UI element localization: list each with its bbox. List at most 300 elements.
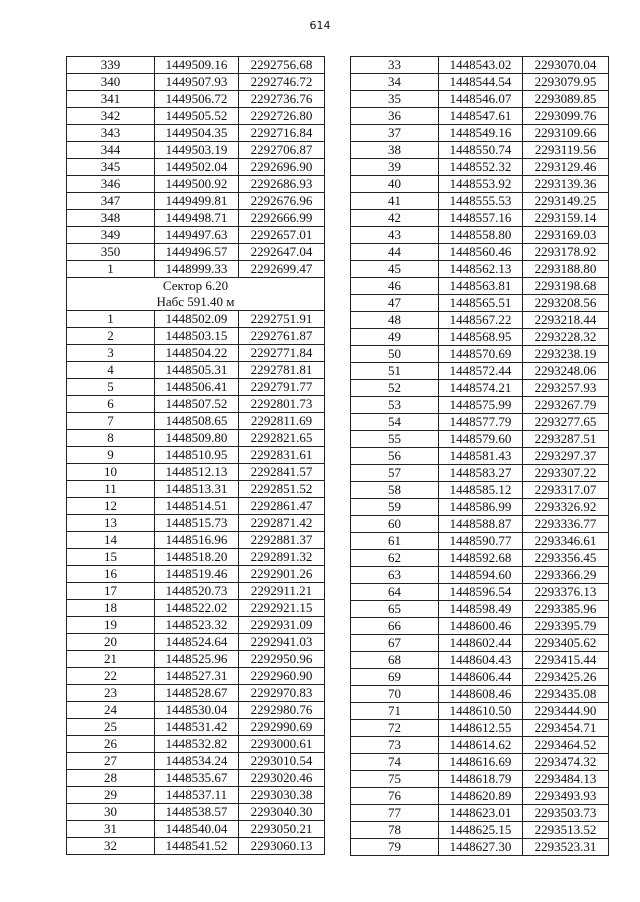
table-row [67,176,325,193]
y-coordinate-cell: 2293493.93 [523,788,609,805]
x-coordinate-cell: 1449497.63 [155,227,239,244]
table-row [67,108,325,125]
table-row [351,91,609,108]
point-number-cell: 38 [351,142,439,159]
coordinates-table-left [66,56,325,855]
table-row [67,787,325,804]
x-coordinate-cell: 1448522.02 [155,600,239,617]
table-row [351,822,609,839]
table-row [351,57,609,74]
y-coordinate-cell: 2293010.54 [239,753,325,770]
point-number-cell: 11 [67,481,155,498]
x-coordinate-cell: 1448616.69 [439,754,523,771]
y-coordinate-cell: 2292970.83 [239,685,325,702]
point-number-cell: 72 [351,720,439,737]
y-coordinate-cell: 2293405.62 [523,635,609,652]
x-coordinate-cell: 1448543.02 [439,57,523,74]
point-number-cell: 61 [351,533,439,550]
x-coordinate-cell: 1448574.21 [439,380,523,397]
x-coordinate-cell: 1448623.01 [439,805,523,822]
table-row [67,362,325,379]
x-coordinate-cell: 1448523.32 [155,617,239,634]
x-coordinate-cell: 1449499.81 [155,193,239,210]
point-number-cell: 21 [67,651,155,668]
x-coordinate-cell: 1449505.52 [155,108,239,125]
x-coordinate-cell: 1448577.79 [439,414,523,431]
point-number-cell: 70 [351,686,439,703]
table-row [351,567,609,584]
x-coordinate-cell: 1448520.73 [155,583,239,600]
x-coordinate-cell: 1449509.16 [155,57,239,74]
x-coordinate-cell: 1448627.30 [439,839,523,856]
point-number-cell: 78 [351,822,439,839]
table-row [67,515,325,532]
point-number-cell: 27 [67,753,155,770]
y-coordinate-cell: 2293356.45 [523,550,609,567]
y-coordinate-cell: 2292901.26 [239,566,325,583]
x-coordinate-cell: 1448618.79 [439,771,523,788]
table-row [67,634,325,651]
point-number-cell: 339 [67,57,155,74]
table-row [67,685,325,702]
y-coordinate-cell: 2292756.68 [239,57,325,74]
point-number-cell: 48 [351,312,439,329]
point-number-cell: 58 [351,482,439,499]
y-coordinate-cell: 2292921.15 [239,600,325,617]
x-coordinate-cell: 1448562.13 [439,261,523,278]
sector-header-row [67,278,325,311]
x-coordinate-cell: 1448606.44 [439,669,523,686]
x-coordinate-cell: 1449506.72 [155,91,239,108]
point-number-cell: 4 [67,362,155,379]
table-row [351,550,609,567]
x-coordinate-cell: 1448572.44 [439,363,523,380]
point-number-cell: 14 [67,532,155,549]
y-coordinate-cell: 2293415.44 [523,652,609,669]
x-coordinate-cell: 1448625.15 [439,822,523,839]
point-number-cell: 79 [351,839,439,856]
table-row [67,142,325,159]
x-coordinate-cell: 1448999.33 [155,261,239,278]
y-coordinate-cell: 2293307.22 [523,465,609,482]
y-coordinate-cell: 2293503.73 [523,805,609,822]
y-coordinate-cell: 2293070.04 [523,57,609,74]
table-row [351,533,609,550]
table-row [67,821,325,838]
table-row [67,193,325,210]
table-row [67,57,325,74]
table-row [351,397,609,414]
y-coordinate-cell: 2293435.08 [523,686,609,703]
y-coordinate-cell: 2293346.61 [523,533,609,550]
y-coordinate-cell: 2293395.79 [523,618,609,635]
y-coordinate-cell: 2292771.84 [239,345,325,362]
table-row [67,311,325,328]
y-coordinate-cell: 2292950.96 [239,651,325,668]
point-number-cell: 30 [67,804,155,821]
point-number-cell: 49 [351,329,439,346]
table-row [67,617,325,634]
y-coordinate-cell: 2292647.04 [239,244,325,261]
x-coordinate-cell: 1448610.50 [439,703,523,720]
x-coordinate-cell: 1448550.74 [439,142,523,159]
x-coordinate-cell: 1448568.95 [439,329,523,346]
y-coordinate-cell: 2292831.61 [239,447,325,464]
table-row [67,74,325,91]
point-number-cell: 7 [67,413,155,430]
x-coordinate-cell: 1449498.71 [155,210,239,227]
y-coordinate-cell: 2293366.29 [523,567,609,584]
x-coordinate-cell: 1448553.92 [439,176,523,193]
y-coordinate-cell: 2292791.77 [239,379,325,396]
table-row [351,618,609,635]
point-number-cell: 67 [351,635,439,652]
x-coordinate-cell: 1449496.57 [155,244,239,261]
y-coordinate-cell: 2293317.07 [523,482,609,499]
table-row [67,583,325,600]
y-coordinate-cell: 2293267.79 [523,397,609,414]
x-coordinate-cell: 1448507.52 [155,396,239,413]
y-coordinate-cell: 2292851.52 [239,481,325,498]
point-number-cell: 32 [67,838,155,855]
table-row [351,465,609,482]
y-coordinate-cell: 2292911.21 [239,583,325,600]
y-coordinate-cell: 2293129.46 [523,159,609,176]
point-number-cell: 69 [351,669,439,686]
x-coordinate-cell: 1448525.96 [155,651,239,668]
table-row [67,91,325,108]
x-coordinate-cell: 1448531.42 [155,719,239,736]
table-row [351,703,609,720]
table-row [351,754,609,771]
y-coordinate-cell: 2293149.25 [523,193,609,210]
point-number-cell: 8 [67,430,155,447]
table-row [67,702,325,719]
x-coordinate-cell: 1448535.67 [155,770,239,787]
y-coordinate-cell: 2293178.92 [523,244,609,261]
point-number-cell: 55 [351,431,439,448]
table-row [351,278,609,295]
point-number-cell: 341 [67,91,155,108]
table-row [351,380,609,397]
y-coordinate-cell: 2292686.93 [239,176,325,193]
y-coordinate-cell: 2292657.01 [239,227,325,244]
point-number-cell: 68 [351,652,439,669]
table-row [351,176,609,193]
y-coordinate-cell: 2292801.73 [239,396,325,413]
y-coordinate-cell: 2292676.96 [239,193,325,210]
table-row [351,312,609,329]
point-number-cell: 345 [67,159,155,176]
y-coordinate-cell: 2292931.09 [239,617,325,634]
table-row [67,464,325,481]
point-number-cell: 26 [67,736,155,753]
point-number-cell: 42 [351,210,439,227]
point-number-cell: 28 [67,770,155,787]
y-coordinate-cell: 2292716.84 [239,125,325,142]
table-row [351,159,609,176]
table-row [351,448,609,465]
y-coordinate-cell: 2293079.95 [523,74,609,91]
y-coordinate-cell: 2292891.32 [239,549,325,566]
x-coordinate-cell: 1448524.64 [155,634,239,651]
table-row [351,788,609,805]
x-coordinate-cell: 1448555.53 [439,193,523,210]
point-number-cell: 2 [67,328,155,345]
table-row [67,838,325,855]
point-number-cell: 66 [351,618,439,635]
table-row [351,805,609,822]
x-coordinate-cell: 1448549.16 [439,125,523,142]
sector-distance: Набс 591.40 м [156,294,235,309]
point-number-cell: 46 [351,278,439,295]
x-coordinate-cell: 1448558.80 [439,227,523,244]
point-number-cell: 76 [351,788,439,805]
x-coordinate-cell: 1449500.92 [155,176,239,193]
table-row [67,125,325,142]
x-coordinate-cell: 1448563.81 [439,278,523,295]
x-coordinate-cell: 1448506.41 [155,379,239,396]
point-number-cell: 54 [351,414,439,431]
y-coordinate-cell: 2292751.91 [239,311,325,328]
y-coordinate-cell: 2293464.52 [523,737,609,754]
table-row [351,125,609,142]
table-row [67,227,325,244]
y-coordinate-cell: 2292696.90 [239,159,325,176]
x-coordinate-cell: 1448512.13 [155,464,239,481]
point-number-cell: 60 [351,516,439,533]
y-coordinate-cell: 2292941.03 [239,634,325,651]
x-coordinate-cell: 1448575.99 [439,397,523,414]
table-row [67,736,325,753]
table-row [67,396,325,413]
x-coordinate-cell: 1448596.54 [439,584,523,601]
point-number-cell: 15 [67,549,155,566]
table-row [67,244,325,261]
table-row [67,413,325,430]
y-coordinate-cell: 2293484.13 [523,771,609,788]
table-row [67,651,325,668]
table-row [351,771,609,788]
sector-header-cell [67,278,325,311]
y-coordinate-cell: 2293376.13 [523,584,609,601]
table-row [351,431,609,448]
x-coordinate-cell: 1448546.07 [439,91,523,108]
point-number-cell: 29 [67,787,155,804]
table-row [351,142,609,159]
point-number-cell: 22 [67,668,155,685]
point-number-cell: 56 [351,448,439,465]
y-coordinate-cell: 2293257.93 [523,380,609,397]
x-coordinate-cell: 1448614.62 [439,737,523,754]
table-row [351,227,609,244]
y-coordinate-cell: 2293297.37 [523,448,609,465]
table-row [67,549,325,566]
table-row [351,108,609,125]
table-row [351,669,609,686]
x-coordinate-cell: 1448579.60 [439,431,523,448]
point-number-cell: 349 [67,227,155,244]
y-coordinate-cell: 2292980.76 [239,702,325,719]
point-number-cell: 36 [351,108,439,125]
y-coordinate-cell: 2293208.56 [523,295,609,312]
table-row [67,770,325,787]
x-coordinate-cell: 1448509.80 [155,430,239,447]
x-coordinate-cell: 1448503.15 [155,328,239,345]
table-row [351,244,609,261]
table-row [351,737,609,754]
point-number-cell: 71 [351,703,439,720]
point-number-cell: 51 [351,363,439,380]
table-row [67,481,325,498]
point-number-cell: 64 [351,584,439,601]
x-coordinate-cell: 1448585.12 [439,482,523,499]
table-row [67,719,325,736]
y-coordinate-cell: 2293089.85 [523,91,609,108]
x-coordinate-cell: 1448516.96 [155,532,239,549]
y-coordinate-cell: 2293099.76 [523,108,609,125]
y-coordinate-cell: 2293159.14 [523,210,609,227]
table-row [351,74,609,91]
x-coordinate-cell: 1448518.20 [155,549,239,566]
table-row [351,584,609,601]
table-row [67,379,325,396]
x-coordinate-cell: 1449504.35 [155,125,239,142]
point-number-cell: 343 [67,125,155,142]
point-number-cell: 348 [67,210,155,227]
point-number-cell: 10 [67,464,155,481]
x-coordinate-cell: 1448581.43 [439,448,523,465]
point-number-cell: 77 [351,805,439,822]
table-row [67,600,325,617]
point-number-cell: 347 [67,193,155,210]
x-coordinate-cell: 1448590.77 [439,533,523,550]
x-coordinate-cell: 1448504.22 [155,345,239,362]
point-number-cell: 75 [351,771,439,788]
x-coordinate-cell: 1449502.04 [155,159,239,176]
y-coordinate-cell: 2292699.47 [239,261,325,278]
x-coordinate-cell: 1448608.46 [439,686,523,703]
y-coordinate-cell: 2293169.03 [523,227,609,244]
y-coordinate-cell: 2292821.65 [239,430,325,447]
y-coordinate-cell: 2293326.92 [523,499,609,516]
x-coordinate-cell: 1448544.54 [439,74,523,91]
x-coordinate-cell: 1448537.11 [155,787,239,804]
y-coordinate-cell: 2293030.38 [239,787,325,804]
x-coordinate-cell: 1448528.67 [155,685,239,702]
point-number-cell: 63 [351,567,439,584]
y-coordinate-cell: 2293060.13 [239,838,325,855]
table-row [67,261,325,278]
y-coordinate-cell: 2292726.80 [239,108,325,125]
x-coordinate-cell: 1448505.31 [155,362,239,379]
point-number-cell: 35 [351,91,439,108]
x-coordinate-cell: 1448560.46 [439,244,523,261]
y-coordinate-cell: 2293050.21 [239,821,325,838]
y-coordinate-cell: 2292706.87 [239,142,325,159]
table-row [351,686,609,703]
x-coordinate-cell: 1448612.55 [439,720,523,737]
y-coordinate-cell: 2293188.80 [523,261,609,278]
y-coordinate-cell: 2292736.76 [239,91,325,108]
x-coordinate-cell: 1448534.24 [155,753,239,770]
y-coordinate-cell: 2293139.36 [523,176,609,193]
point-number-cell: 62 [351,550,439,567]
x-coordinate-cell: 1449503.19 [155,142,239,159]
y-coordinate-cell: 2293336.77 [523,516,609,533]
y-coordinate-cell: 2292811.69 [239,413,325,430]
x-coordinate-cell: 1448530.04 [155,702,239,719]
point-number-cell: 342 [67,108,155,125]
x-coordinate-cell: 1448527.31 [155,668,239,685]
x-coordinate-cell: 1448583.27 [439,465,523,482]
table-row [351,193,609,210]
x-coordinate-cell: 1448567.22 [439,312,523,329]
table-row [67,668,325,685]
x-coordinate-cell: 1448602.44 [439,635,523,652]
coordinates-table-right [350,56,609,856]
y-coordinate-cell: 2293119.56 [523,142,609,159]
point-number-cell: 34 [351,74,439,91]
x-coordinate-cell: 1448538.57 [155,804,239,821]
point-number-cell: 9 [67,447,155,464]
x-coordinate-cell: 1448532.82 [155,736,239,753]
point-number-cell: 5 [67,379,155,396]
table-row [351,261,609,278]
point-number-cell: 74 [351,754,439,771]
point-number-cell: 18 [67,600,155,617]
table-row [67,532,325,549]
table-row [67,345,325,362]
table-row [67,430,325,447]
y-coordinate-cell: 2293287.51 [523,431,609,448]
x-coordinate-cell: 1448557.16 [439,210,523,227]
x-coordinate-cell: 1448510.95 [155,447,239,464]
point-number-cell: 73 [351,737,439,754]
y-coordinate-cell: 2293238.19 [523,346,609,363]
table-row [67,328,325,345]
coordinates-table-body [67,57,325,855]
y-coordinate-cell: 2293474.32 [523,754,609,771]
y-coordinate-cell: 2293109.66 [523,125,609,142]
table-row [351,295,609,312]
point-number-cell: 350 [67,244,155,261]
y-coordinate-cell: 2293040.30 [239,804,325,821]
x-coordinate-cell: 1448514.51 [155,498,239,515]
x-coordinate-cell: 1448620.89 [439,788,523,805]
x-coordinate-cell: 1448600.46 [439,618,523,635]
x-coordinate-cell: 1448604.43 [439,652,523,669]
y-coordinate-cell: 2293425.26 [523,669,609,686]
page-number: 614 [309,19,331,32]
y-coordinate-cell: 2293228.32 [523,329,609,346]
x-coordinate-cell: 1448513.31 [155,481,239,498]
x-coordinate-cell: 1448540.04 [155,821,239,838]
point-number-cell: 3 [67,345,155,362]
point-number-cell: 17 [67,583,155,600]
y-coordinate-cell: 2293218.44 [523,312,609,329]
x-coordinate-cell: 1448594.60 [439,567,523,584]
point-number-cell: 20 [67,634,155,651]
point-number-cell: 43 [351,227,439,244]
point-number-cell: 1 [67,261,155,278]
point-number-cell: 346 [67,176,155,193]
table-row [351,499,609,516]
table-row [351,346,609,363]
x-coordinate-cell: 1448552.32 [439,159,523,176]
table-row [351,482,609,499]
point-number-cell: 41 [351,193,439,210]
